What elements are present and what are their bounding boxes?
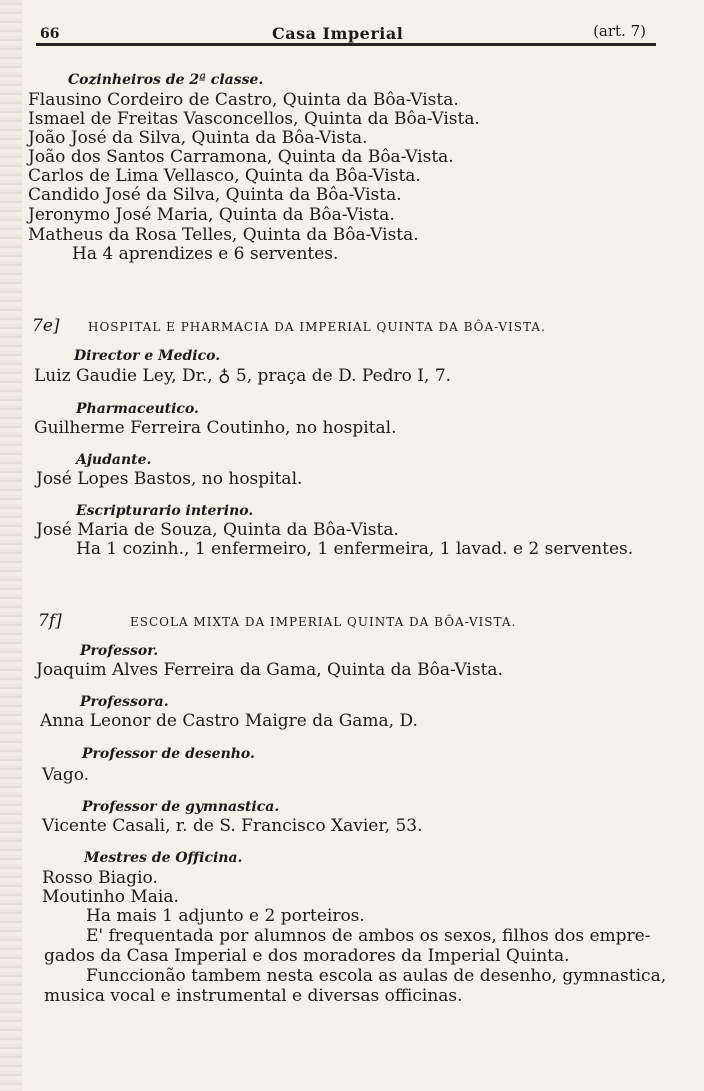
- role-title: Professor de gymnastica.: [82, 799, 280, 815]
- header-rule: [36, 43, 656, 46]
- cook-entry: Carlos de Lima Vellasco, Quinta da Bôa-Vista.: [28, 166, 421, 186]
- role-holder: Vago.: [42, 765, 90, 785]
- cook-entry: Flausino Cordeiro de Castro, Quinta da Bôa-Vista.: [28, 90, 459, 110]
- cook-entry: Jeronymo José Maria, Quinta da Bôa-Vista.: [28, 205, 395, 225]
- hospital-section-number: 7e]: [32, 316, 60, 336]
- role-title: Professor de desenho.: [82, 746, 255, 762]
- page-number: 66: [40, 26, 60, 42]
- role-holder: Luiz Gaudie Ley, Dr., ♁ 5, praça de D. Pedro I, 7.: [34, 366, 452, 386]
- hospital-note: Ha 1 cozinh., 1 enfermeiro, 1 enfermeira, 1 lavad. e 2 serventes.: [76, 539, 634, 559]
- role-title: Ajudante.: [76, 452, 152, 468]
- school-paragraph-line: Funccionão tambem nesta escola as aulas de desenho, gymnastica,: [86, 966, 667, 986]
- cook-entry: João José da Silva, Quinta da Bôa-Vista.: [28, 128, 368, 148]
- cook-entry: Matheus da Rosa Telles, Quinta da Bôa-Vista.: [28, 225, 419, 245]
- school-paragraph-line: gados da Casa Imperial e dos moradores da Imperial Quinta.: [44, 946, 570, 966]
- cook-entry: Candido José da Silva, Quinta da Bôa-Vista.: [28, 185, 402, 205]
- school-section-number: 7f]: [38, 611, 62, 631]
- cooks-note: Ha 4 aprendizes e 6 serventes.: [72, 244, 339, 264]
- hospital-section-heading: HOSPITAL E PHARMACIA DA IMPERIAL QUINTA DA BÔA-VISTA.: [88, 320, 546, 334]
- role-title: Escripturario interino.: [76, 503, 254, 519]
- school-paragraph-line: musica vocal e instrumental e diversas officinas.: [44, 986, 463, 1006]
- masters-heading: Mestres de Officina.: [84, 850, 243, 866]
- running-header: [36, 22, 656, 44]
- role-title: Professor.: [80, 643, 159, 659]
- school-note: Ha mais 1 adjunto e 2 porteiros.: [86, 906, 365, 926]
- role-holder: José Maria de Souza, Quinta da Bôa-Vista.: [36, 520, 399, 540]
- page-edge-texture: [0, 0, 22, 1091]
- cook-entry: João dos Santos Carramona, Quinta da Bôa-Vista.: [28, 147, 454, 167]
- school-section-heading: ESCOLA MIXTA DA IMPERIAL QUINTA DA BÔA-VISTA.: [130, 615, 517, 629]
- role-title: Director e Medico.: [74, 348, 221, 364]
- role-holder: José Lopes Bastos, no hospital.: [36, 469, 303, 489]
- school-paragraph-line: E' frequentada por alumnos de ambos os sexos, filhos dos empre-: [86, 926, 651, 946]
- master-name: Rosso Biagio.: [42, 868, 158, 888]
- role-title: Professora.: [80, 694, 169, 710]
- role-title: Pharmaceutico.: [76, 401, 199, 417]
- role-holder: Anna Leonor de Castro Maigre da Gama, D.: [40, 711, 418, 731]
- cooks-heading: Cozinheiros de 2ª classe.: [68, 72, 264, 88]
- running-title: Casa Imperial: [272, 24, 404, 43]
- role-holder: Joaquim Alves Ferreira da Gama, Quinta da Bôa-Vista.: [36, 660, 503, 680]
- master-name: Moutinho Maia.: [42, 887, 179, 907]
- article-reference: (art. 7): [593, 22, 646, 40]
- role-holder: Guilherme Ferreira Coutinho, no hospital.: [34, 418, 397, 438]
- role-holder: Vicente Casali, r. de S. Francisco Xavier, 53.: [42, 816, 423, 836]
- cook-entry: Ismael de Freitas Vasconcellos, Quinta da Bôa-Vista.: [28, 109, 480, 129]
